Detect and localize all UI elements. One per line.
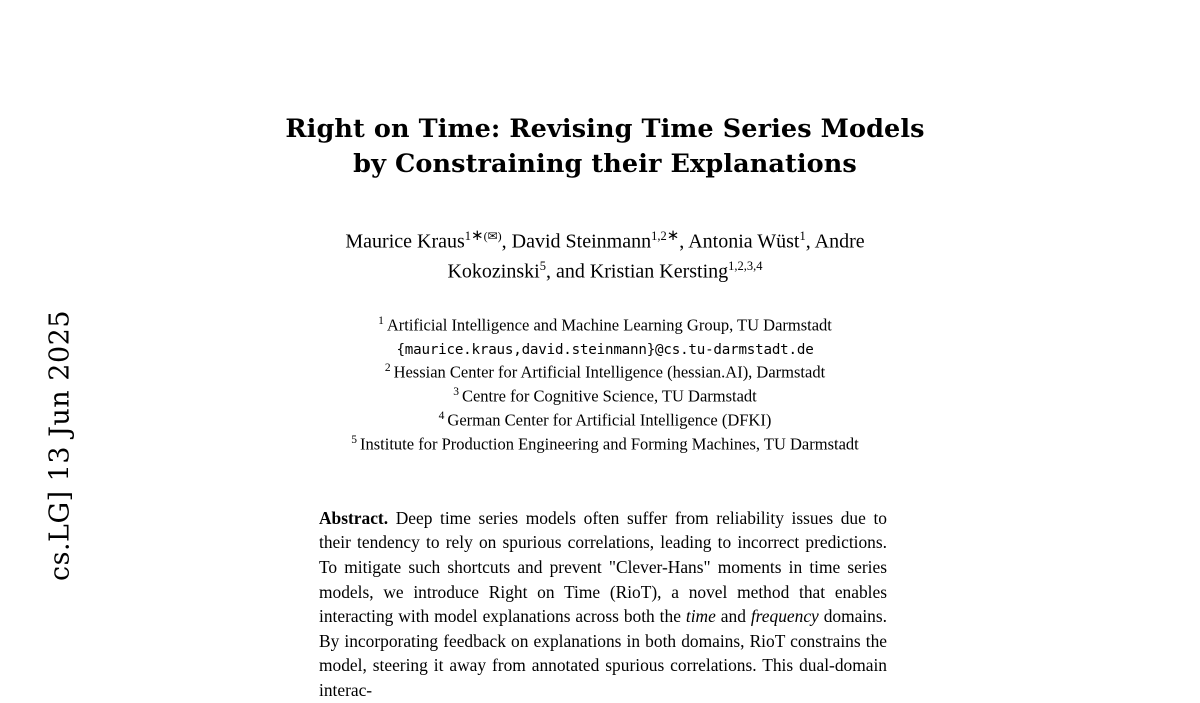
affiliation-text: Centre for Cognitive Science, TU Darmstadt: [461, 386, 757, 406]
affiliation-marker: 5: [351, 433, 357, 446]
equal-contribution-marker: ∗: [471, 228, 484, 245]
abstract-text-part1: Deep time series models often suffer from reliability issues due to their tendency to rely on spurious correlations, leading to incorrect predictions. To mitigate such shortcuts and prevent "Clever-Hans" moments in time series models, we introduce Right on Time (RioT), a novel method that enables interacting with model explanations across both the: [319, 507, 887, 627]
affiliation-text: German Center for Artificial Intelligence (DFKI): [447, 410, 772, 430]
author-antonia-wuest: , Antonia Wüst: [679, 231, 800, 254]
author-affiliation-marker: 1,2: [651, 229, 667, 244]
affiliation-item: [275, 432, 935, 456]
abstract-text-part3: domains. By incorporating feedback on explanations in both domains, RioT constrains the model, steering it away from annotated spurious correlations. This dual-domain interac-: [319, 606, 887, 701]
affiliation-text: Artificial Intelligence and Machine Learning Group, TU Darmstadt: [386, 315, 832, 335]
affiliation-marker: 2: [384, 362, 391, 375]
affiliation-item: [275, 360, 935, 384]
abstract-text-part2: and: [715, 606, 751, 627]
affiliation-text: Hessian Center for Artificial Intelligence (hessian.AI), Darmstadt: [393, 362, 826, 382]
abstract-section: [319, 506, 887, 703]
affiliation-item: [275, 384, 935, 408]
affiliation-marker: 3: [453, 385, 459, 398]
affiliation-marker: 1: [378, 314, 384, 327]
affiliation-item: [275, 313, 935, 337]
page-title: Right on Time: Revising Time Series Models by Constraining their Explanations: [285, 114, 925, 180]
contact-email[interactable]: [275, 337, 935, 360]
abstract-emphasis-time: time: [685, 606, 716, 627]
paper-content: [275, 0, 935, 703]
email-text[interactable]: {maurice.kraus,david.steinmann}@cs.tu-darmstadt.de: [396, 341, 814, 358]
arxiv-stamp: cs.LG] 13 Jun 2025: [44, 310, 76, 582]
author-affiliation-marker: 5: [539, 259, 546, 274]
affiliation-list: [275, 313, 935, 456]
author-kristian-kersting: , and Kristian Kersting: [545, 260, 729, 283]
affiliation-item: [275, 408, 935, 432]
author-affiliation-marker: 1: [464, 229, 472, 244]
author-kokozinski: Kokozinski: [447, 260, 540, 283]
envelope-icon: (✉): [483, 229, 502, 244]
author-andre: , Andre: [805, 231, 865, 254]
author-affiliation-marker: 1,2,3,4: [728, 259, 763, 274]
affiliation-marker: 4: [438, 409, 445, 422]
equal-contribution-marker: ∗: [666, 228, 680, 245]
abstract-emphasis-frequency: frequency: [750, 606, 819, 627]
abstract-heading: Abstract.: [319, 507, 389, 528]
author-maurice-kraus: Maurice Kraus: [345, 231, 465, 254]
author-list: [275, 226, 935, 286]
author-david-steinmann: , David Steinmann: [501, 231, 652, 254]
author-affiliation-marker: 1: [799, 229, 806, 244]
affiliation-text: Institute for Production Engineering and Forming Machines, TU Darmstadt: [360, 434, 859, 454]
